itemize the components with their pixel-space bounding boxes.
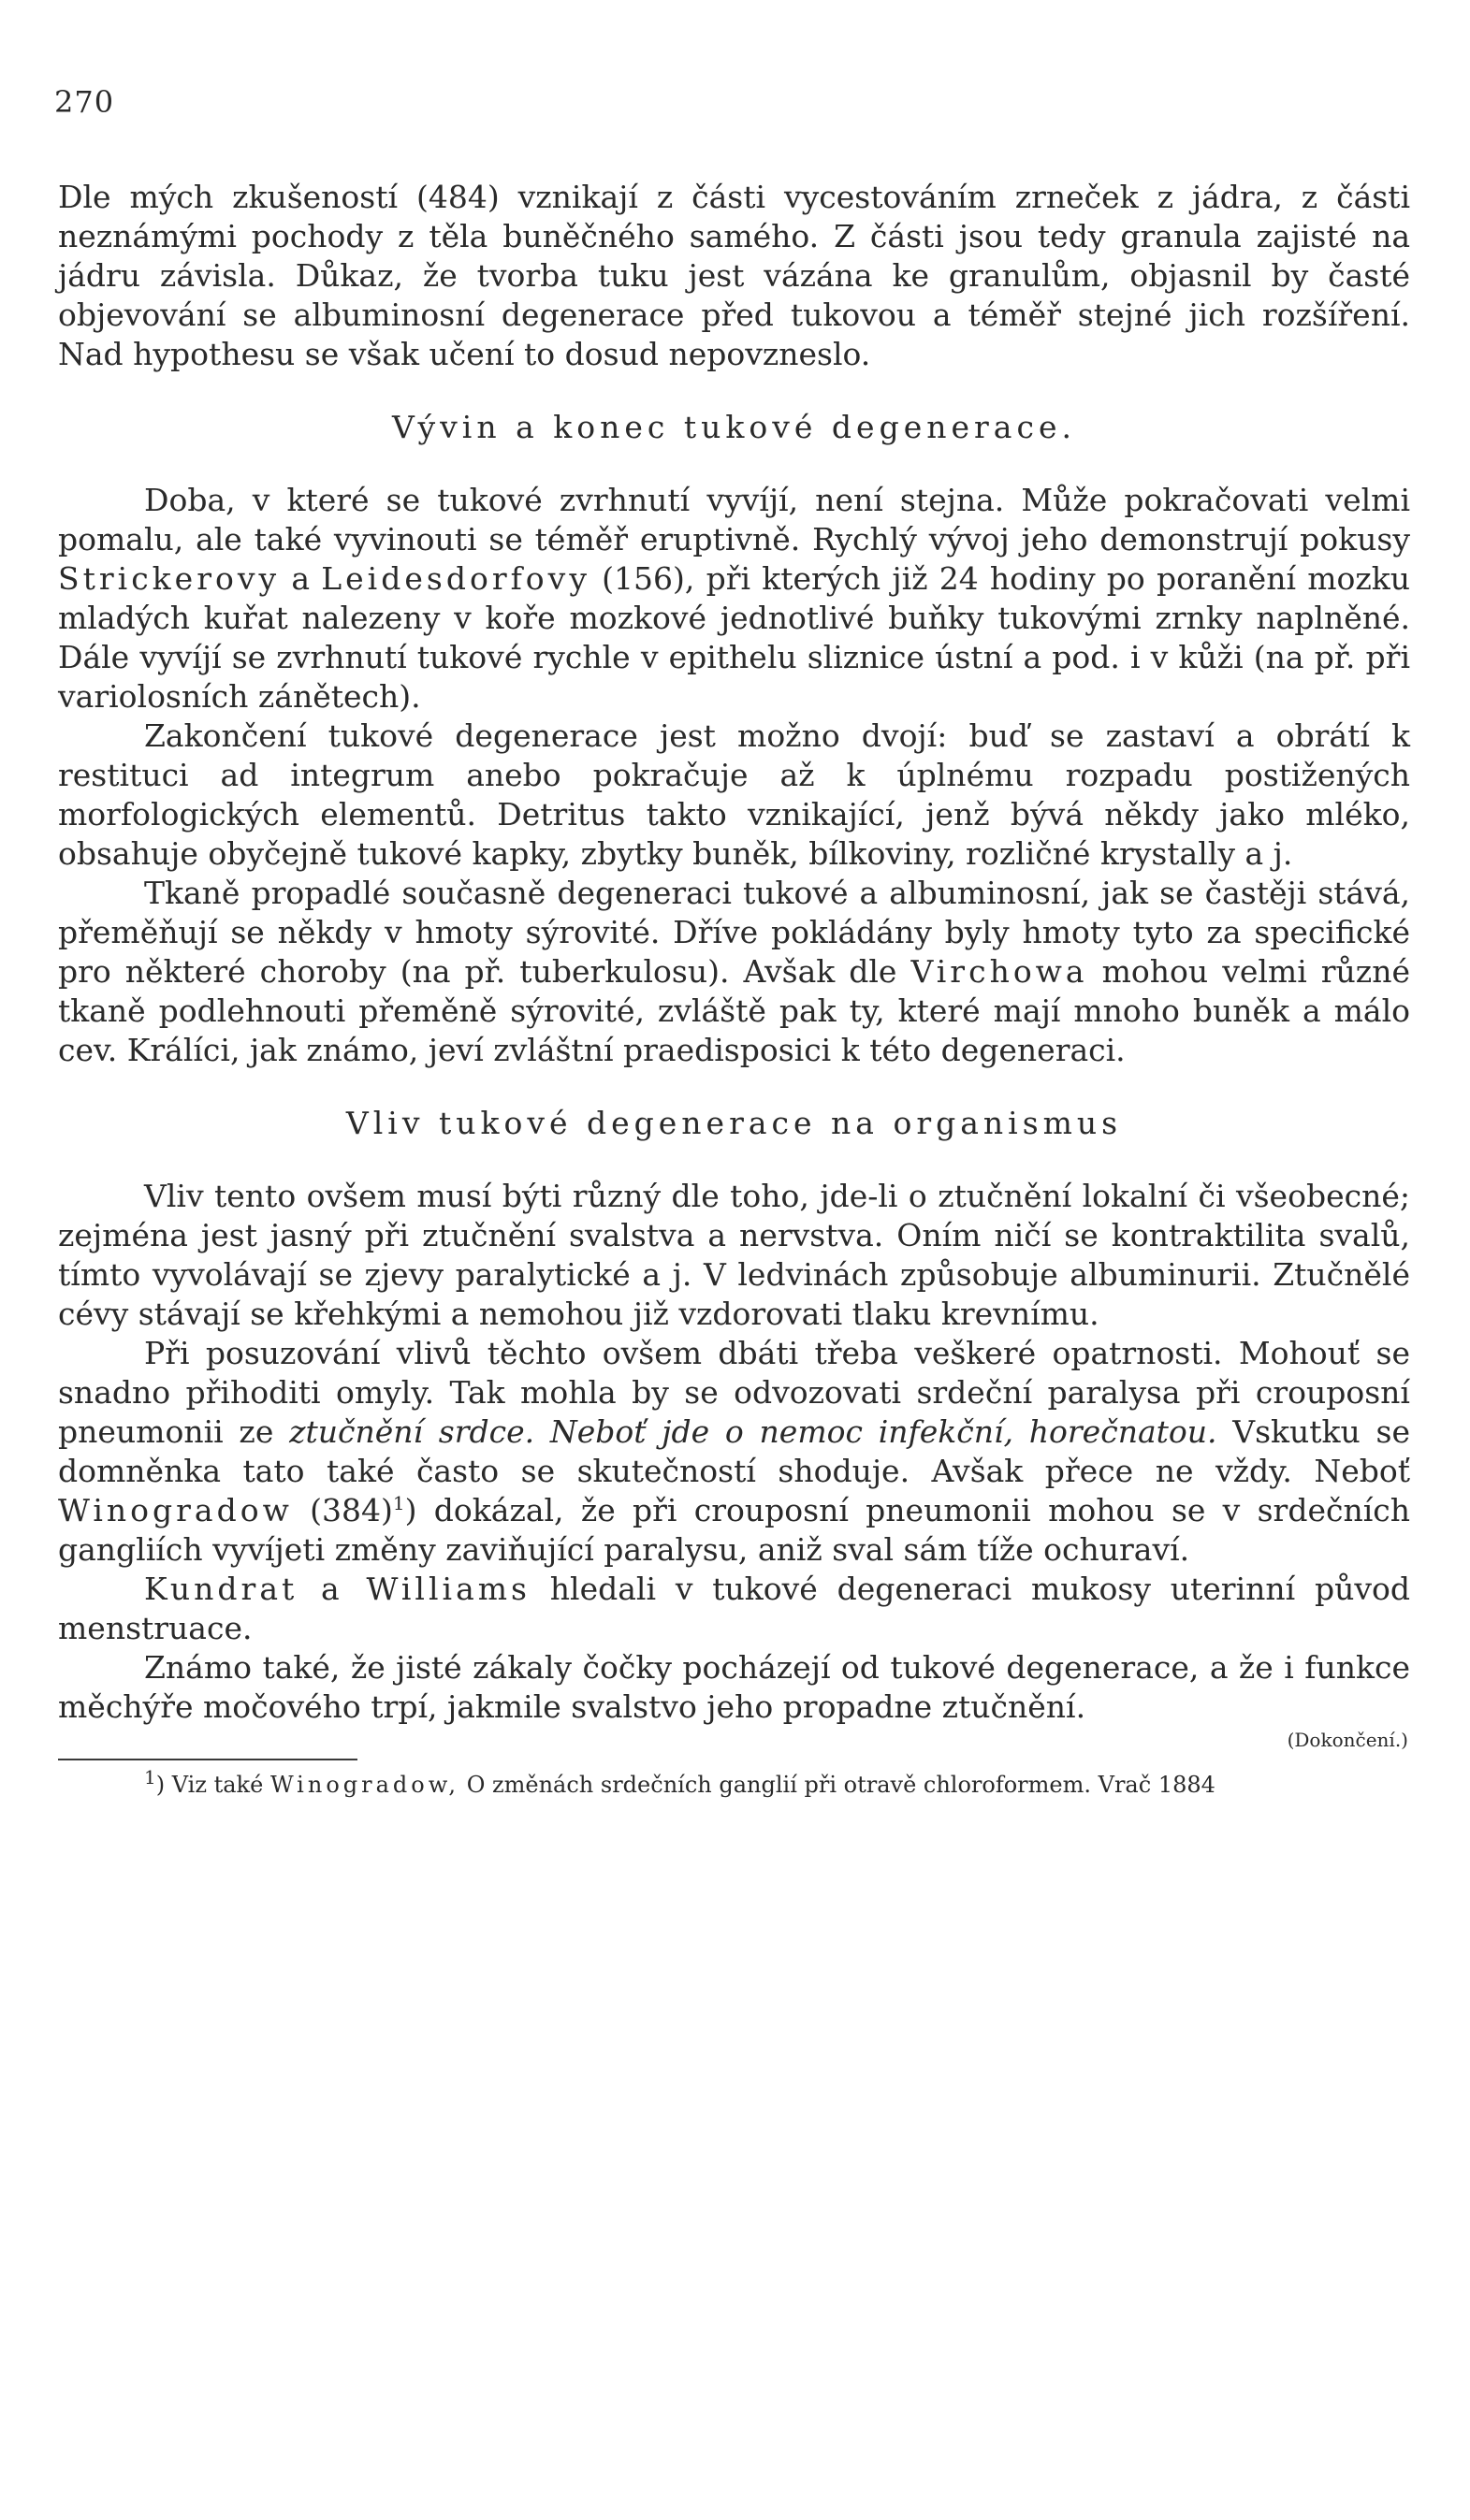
text-segment: a — [291, 560, 311, 597]
section-heading-development: Vývin a konec tukové degenerace. — [392, 409, 1076, 445]
text-segment: Tkaně propadlé současně degeneraci tukové a albuminosní, jak se častěji stává, přeměňují se někdy v hmoty sýrovité. Dříve pokládány byly hmoty tyto za specifické pro některé choroby (na př. tuberkulosu). Avšak dle — [58, 875, 1410, 990]
text-segment: O změnách srdečních ganglií při otravě chloroformem. Vrač 1884 — [466, 1772, 1215, 1798]
paragraph-influence: Vliv tento ovšem musí býti různý dle toho, jde-li o ztučnění lokalní či všeobecné; zejména jest jasný při ztučnění svalstva a nervstva. Oním ničí se kontraktilita svalů, tímto vyvolávají se zjevy paralytické a j. V ledvinách způsobuje albuminurii. Ztučnělé cévy stávají se křehkými a nemohou již vzdorovati tlaku krevnímu. — [58, 1178, 1410, 1332]
author-name: Leidesdorfovy — [321, 560, 590, 597]
paragraph-caseous-change — [58, 874, 1410, 1070]
footnote-mark: 1 — [144, 1766, 156, 1789]
footnote — [58, 1766, 1410, 1800]
author-name: Virchowa — [910, 953, 1088, 990]
footnote-divider — [58, 1759, 357, 1760]
paragraph-development-speed — [58, 481, 1410, 717]
paragraph-menstruation — [58, 1570, 1410, 1648]
footnote-reference[interactable]: 1 — [392, 1492, 405, 1514]
page-number: 270 — [54, 84, 115, 120]
section-heading-influence: Vliv tukové degenerace na organismus — [345, 1105, 1123, 1141]
author-name: Winogradow — [58, 1492, 293, 1528]
text-segment: Vskutku se domněnka tato také často se skutečností shoduje. Avšak přece ne vždy. Neboť — [58, 1413, 1410, 1489]
footnote-bracket: ) — [404, 1492, 417, 1528]
paragraph-caution — [58, 1334, 1410, 1570]
author-name: Kundrat a Williams — [144, 1571, 531, 1607]
text-segment: Doba, v které se tukové zvrhnutí vyvíjí, není stejna. Může pokračovati velmi pomalu, ale také vyvinouti se téměř eruptivně. Rychlý vývoj jeho demonstrují pokusy — [58, 482, 1410, 558]
italic-text: ztučnění srdce. Neboť jde o nemoc infekční, horečnatou. — [289, 1413, 1217, 1450]
text-segment: Při posuzování vlivů těchto ovšem dbáti třeba veškeré opatrnosti. Mohouť se snadno přihoditi omyly. Tak mohla by se odvozovati srdeční paralysa při crouposní pneumonii ze — [58, 1335, 1410, 1450]
author-name: Strickerovy — [58, 560, 281, 597]
author-name: Winogradow, — [269, 1772, 460, 1798]
footnote-bracket: ) — [155, 1772, 172, 1798]
text-segment: Viz také — [171, 1772, 264, 1798]
text-segment: hledali v tukové degeneraci mukosy uterinní původ menstruace. — [58, 1571, 1410, 1646]
paragraph-termination: Zakončení tukové degenerace jest možno dvojí: buď se zastaví a obrátí k restituci ad integrum anebo pokračuje až k úplnému rozpadu postižených morfologických elementů. Detritus takto vznikající, jenž bývá někdy jako mléko, obsahuje obyčejně tukové kapky, zbytky buněk, bílkoviny, rozličné krystally a j. — [58, 717, 1410, 872]
intro-paragraph: Dle mých zkušeností (484) vznikají z části vycestováním zrneček z jádra, z části neznámými pochody z těla buněčného samého. Z části jsou tedy granula zajisté na jádru závisla. Důkaz, že tvorba tuku jest vázána ke granulům, objasnil by časté objevování se albuminosní degenerace před tukovou a téměř stejné jich rozšíření. Nad hypothesu se však učení to dosud nepovzneslo. — [58, 179, 1410, 372]
text-segment: dokázal, že při crouposní pneumonii mohou se v srdečních gangliích vyvíjeti změny zaviňující paralysu, aniž sval sám tíže ochuraví. — [58, 1492, 1410, 1568]
paragraph-lens-bladder: Známo také, že jisté zákaly čočky pocházejí od tukové degenerace, a že i funkce měchýře močového trpí, jakmile svalstvo jeho propadne ztučnění. — [58, 1649, 1410, 1725]
citation: (384) — [310, 1492, 393, 1528]
text-segment: mohou velmi různé tkaně podlehnouti přeměně sýrovité, zvláště pak ty, které mají mnoho buněk a málo cev. Králíci, jak známo, jeví zvláštní praedisposici k této degeneraci. — [58, 953, 1410, 1068]
body-text — [58, 178, 1410, 1800]
continued-note: (Dokončení.) — [1287, 1729, 1408, 1751]
text-segment: (156), při kterých již 24 hodiny po poranění mozku mladých kuřat nalezeny v koře mozkové jednotlivé buňky tukovými zrnky naplněné. Dále vyvíjí se zvrhnutí tukové rychle v epithelu sliznice ústní a pod. i v kůži (na př. při variolosních zánětech). — [58, 560, 1411, 715]
